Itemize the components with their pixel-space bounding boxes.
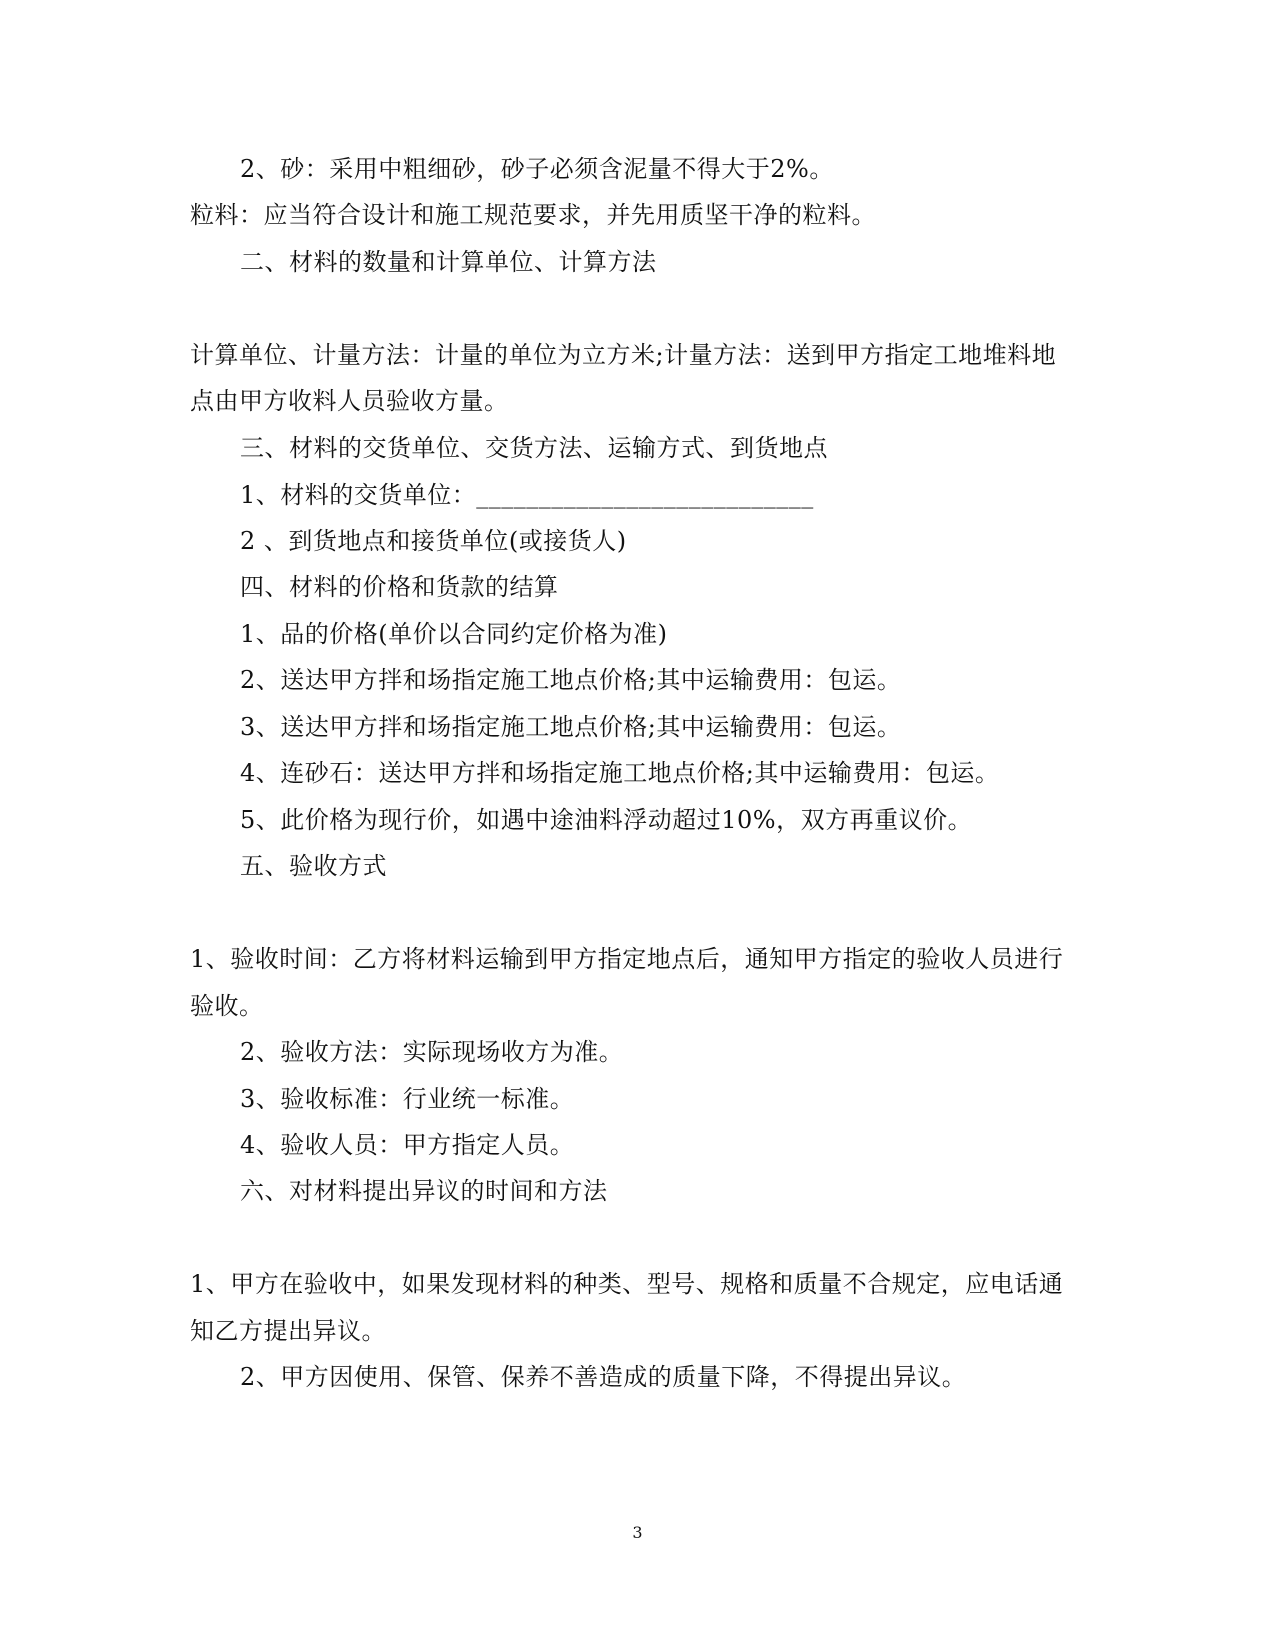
text-line: 4、验收人员：甲方指定人员。 (240, 1131, 575, 1159)
text-line: 验收。 (190, 992, 264, 1020)
text-line: 2、砂：采用中粗细砂，砂子必须含泥量不得大于2%。 (240, 155, 834, 183)
text-line: 2、验收方法：实际现场收方为准。 (240, 1038, 624, 1066)
text-line: 知乙方提出异议。 (190, 1317, 386, 1345)
text-line: 3、验收标准：行业统一标准。 (240, 1085, 575, 1113)
text-line: 3、送达甲方拌和场指定施工地点价格;其中运输费用：包运。 (240, 713, 902, 741)
text-line: 1、验收时间：乙方将材料运输到甲方指定地点后，通知甲方指定的验收人员进行 (190, 945, 1064, 973)
text-line: 1、品的价格(单价以合同约定价格为准) (240, 620, 668, 648)
text-line: 1、甲方在验收中，如果发现材料的种类、型号、规格和质量不合规定，应电话通 (190, 1270, 1064, 1298)
text-line: 2、送达甲方拌和场指定施工地点价格;其中运输费用：包运。 (240, 666, 902, 694)
section-heading: 三、材料的交货单位、交货方法、运输方式、到货地点 (240, 434, 828, 462)
text-line: 5、此价格为现行价，如遇中途油料浮动超过10%，双方再重议价。 (240, 806, 973, 834)
text-line: 4、连砂石：送达甲方拌和场指定施工地点价格;其中运输费用：包运。 (240, 759, 1000, 787)
text-line: 2、甲方因使用、保管、保养不善造成的质量下降，不得提出异议。 (240, 1363, 967, 1391)
section-heading: 二、材料的数量和计算单位、计算方法 (240, 248, 657, 276)
text-line: 1、材料的交货单位：___________________________ (240, 481, 814, 509)
section-heading: 六、对材料提出异议的时间和方法 (240, 1177, 608, 1205)
section-heading: 五、验收方式 (240, 852, 387, 880)
text-line: 粒料：应当符合设计和施工规范要求，并先用质坚干净的粒料。 (190, 201, 876, 229)
page-number: 3 (632, 1523, 643, 1542)
text-line: 计算单位、计量方法：计量的单位为立方米;计量方法：送到甲方指定工地堆料地 (190, 341, 1057, 369)
text-line: 2 、到货地点和接货单位(或接货人) (240, 527, 627, 555)
text-line: 点由甲方收料人员验收方量。 (190, 387, 509, 415)
section-heading: 四、材料的价格和货款的结算 (240, 573, 559, 601)
